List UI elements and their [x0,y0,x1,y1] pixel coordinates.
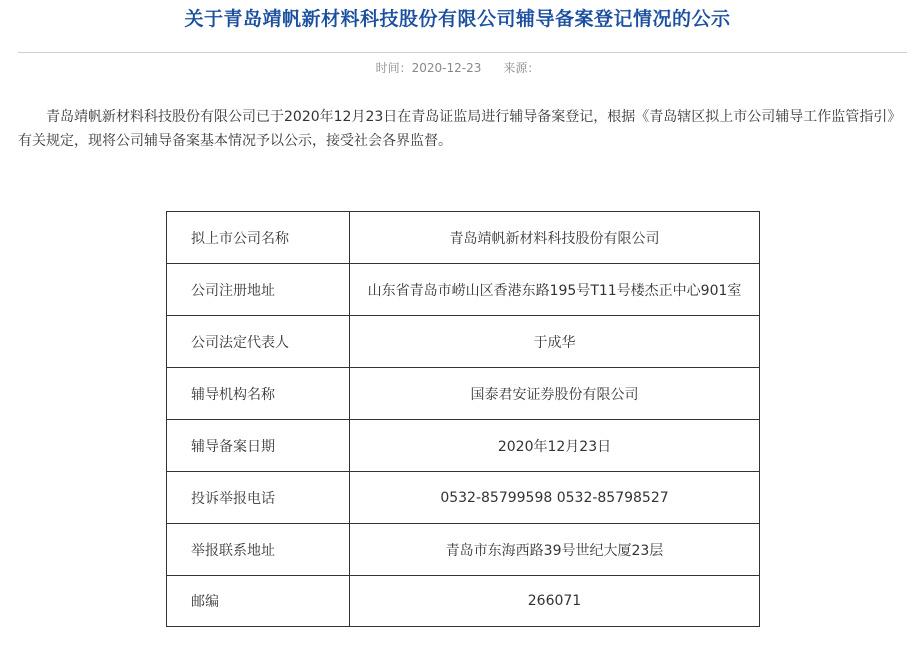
row-value: 266071 [350,576,760,627]
row-label: 举报联系地址 [167,524,350,576]
article-body: 青岛靖帆新材料科技股份有限公司已于2020年12月23日在青岛证监局进行辅导备案登记，根据《青岛辖区拟上市公司辅导工作监管指引》有关规定，现将公司辅导备案基本情况予以公示，接受社会各界监督。 [18,109,902,149]
row-value: 0532-85799598 0532-85798527 [350,472,760,524]
row-label: 辅导备案日期 [167,420,350,472]
row-value: 国泰君安证券股份有限公司 [350,368,760,420]
time-label: 时间： [375,61,412,75]
row-label: 拟上市公司名称 [167,212,350,264]
article-title: 关于青岛靖帆新材料科技股份有限公司辅导备案登记情况的公示 [184,8,731,30]
row-value: 于成华 [350,316,760,368]
source-label: 来源： [503,61,540,75]
row-label: 投诉举报电话 [167,472,350,524]
row-value: 山东省青岛市崂山区香港东路195号T11号楼杰正中心901室 [350,264,760,316]
row-label: 公司注册地址 [167,264,350,316]
article-meta [0,59,915,77]
row-value: 2020年12月23日 [350,420,760,472]
table-row [167,576,760,627]
table-row [167,420,760,472]
table-row [167,368,760,420]
table-row [167,316,760,368]
title-divider [18,52,907,53]
row-label: 公司法定代表人 [167,316,350,368]
table-row [167,524,760,576]
table-row [167,212,760,264]
row-label: 邮编 [167,576,350,627]
filing-info-table [166,211,760,627]
table-row [167,264,760,316]
row-value: 青岛靖帆新材料科技股份有限公司 [350,212,760,264]
table-row [167,472,760,524]
row-value: 青岛市东海西路39号世纪大厦23层 [350,524,760,576]
row-label: 辅导机构名称 [167,368,350,420]
publish-date: 2020-12-23 [411,61,482,75]
